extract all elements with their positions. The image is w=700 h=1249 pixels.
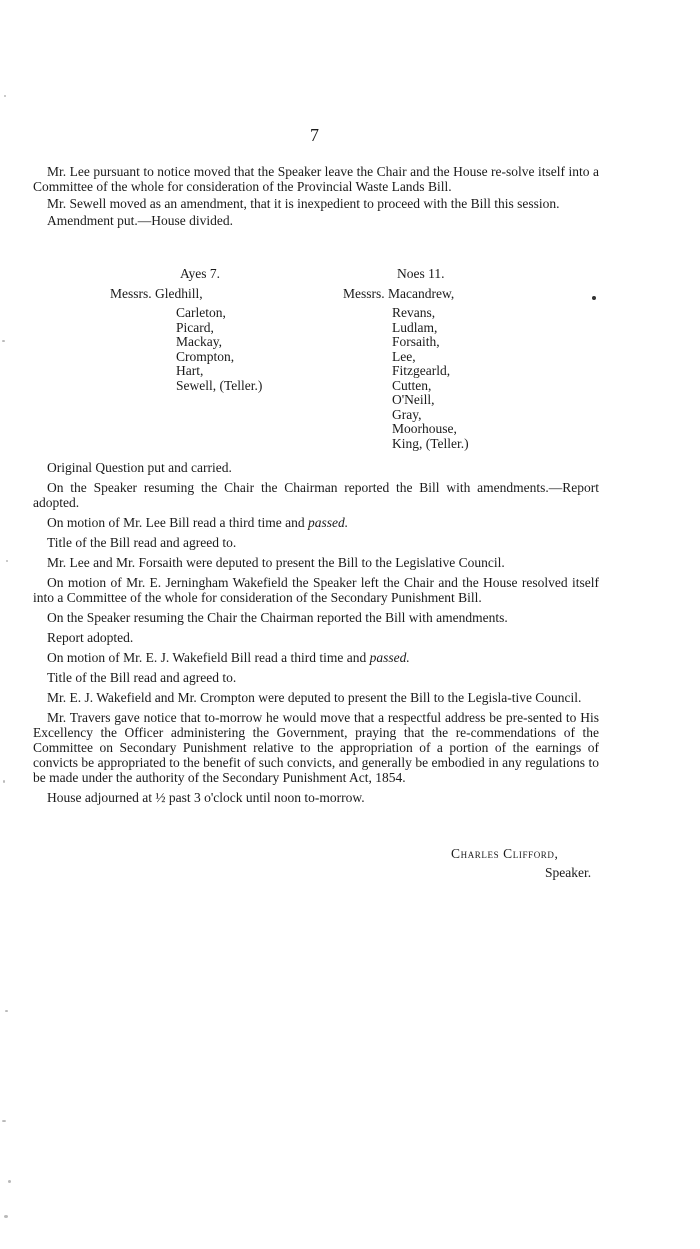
scan-speck (8, 1180, 11, 1183)
ink-dot (592, 296, 596, 300)
ayes-list (176, 305, 262, 392)
scan-speck (2, 340, 5, 342)
list-item: Sewell, (Teller.) (176, 377, 263, 393)
list-item: Forsaith, (392, 334, 440, 349)
scan-speck (4, 95, 6, 97)
paragraph-motion: Mr. Lee pursuant to notice moved that the Speaker leave the Chair and the House re-solve itself into a Committee of the whole for consideration of the Provincial Waste Lands Bill. (33, 164, 599, 194)
page-number: 7 (310, 125, 319, 145)
paragraph: Report adopted. (47, 630, 134, 645)
scan-speck (5, 1010, 8, 1012)
paragraph: On the Speaker resuming the Chair the Chairman reported the Bill with amendments.—Report adopted. (33, 480, 599, 510)
paragraph: Title of the Bill read and agreed to. (47, 535, 237, 550)
scan-speck (2, 1120, 6, 1122)
list-item: Cutten, (392, 377, 432, 393)
emphasis-text: passed. (369, 650, 410, 665)
scan-speck (6, 560, 8, 562)
paragraph: Mr. Lee and Mr. Forsaith were deputed to present the Bill to the Legislative Council. (47, 555, 505, 570)
list-item: Lee, (392, 348, 416, 364)
list-item: Gray, (392, 406, 422, 422)
paragraph: Mr. E. J. Wakefield and Mr. Crompton were deputed to present the Bill to the Legisla-tive Council. (47, 690, 582, 705)
list-item: Mackay, (176, 334, 222, 349)
list-item: Moorhouse, (392, 421, 457, 436)
scan-speck (4, 1215, 8, 1218)
list-item: Picard, (176, 319, 214, 335)
motion-section (33, 164, 599, 228)
ayes-lead: Messrs. Gledhill, (110, 286, 203, 301)
list-item: Crompton, (176, 348, 235, 364)
signature-name: Charles Clifford, (451, 846, 559, 861)
paragraph: Mr. Travers gave notice that to-morrow he would move that a respectful address be pre-sented to His Excellency the Officer administering the Government, praying that the re-commendations of the Committee on Secondary Punishment relative to the appropriation of a portion of the earnings of convicts be appropriated to the benefit of such convicts, and generally be embodied in any regulations to be made under the authority of the Secondary Punishment Act, 1854. (33, 710, 599, 785)
noes-list (392, 305, 469, 450)
list-item: Revans, (392, 305, 436, 320)
paragraph: On the Speaker resuming the Chair the Chairman reported the Bill with amendments. (47, 610, 508, 625)
paragraph: On motion of Mr. E. Jerningham Wakefield the Speaker left the Chair and the House resolved itself into a Committee of the whole for consideration of the Secondary Punishment Bill. (33, 575, 599, 605)
paragraph: Original Question put and carried. (47, 460, 232, 475)
ayes-heading: Ayes 7. (180, 266, 221, 281)
paragraph-division: Amendment put.—House divided. (47, 213, 233, 228)
paragraph: Title of the Bill read and agreed to. (47, 670, 237, 685)
list-item: Ludlam, (392, 319, 438, 335)
paragraph-amendment: Mr. Sewell moved as an amendment, that it is inexpedient to proceed with the Bill this session. (47, 196, 560, 211)
signature-title: Speaker. (545, 865, 592, 880)
noes-lead: Messrs. Macandrew, (343, 286, 455, 301)
paragraph-text: On motion of Mr. Lee Bill read a third time and (47, 515, 305, 530)
noes-heading: Noes 11. (397, 266, 445, 281)
list-item: Fitzgearld, (392, 363, 451, 378)
proceedings-section (33, 460, 599, 805)
paragraph (33, 650, 599, 665)
list-item: Carleton, (176, 305, 226, 320)
list-item: Hart, (176, 363, 204, 378)
list-item: King, (Teller.) (392, 435, 469, 451)
paragraph: House adjourned at ½ past 3 o'clock until noon to-morrow. (47, 790, 365, 805)
list-item: O'Neill, (392, 392, 435, 407)
paragraph-text: On motion of Mr. E. J. Wakefield Bill read a third time and (47, 650, 367, 665)
scan-speck (3, 780, 5, 783)
paragraph (33, 515, 599, 530)
emphasis-text: passed. (307, 515, 349, 530)
